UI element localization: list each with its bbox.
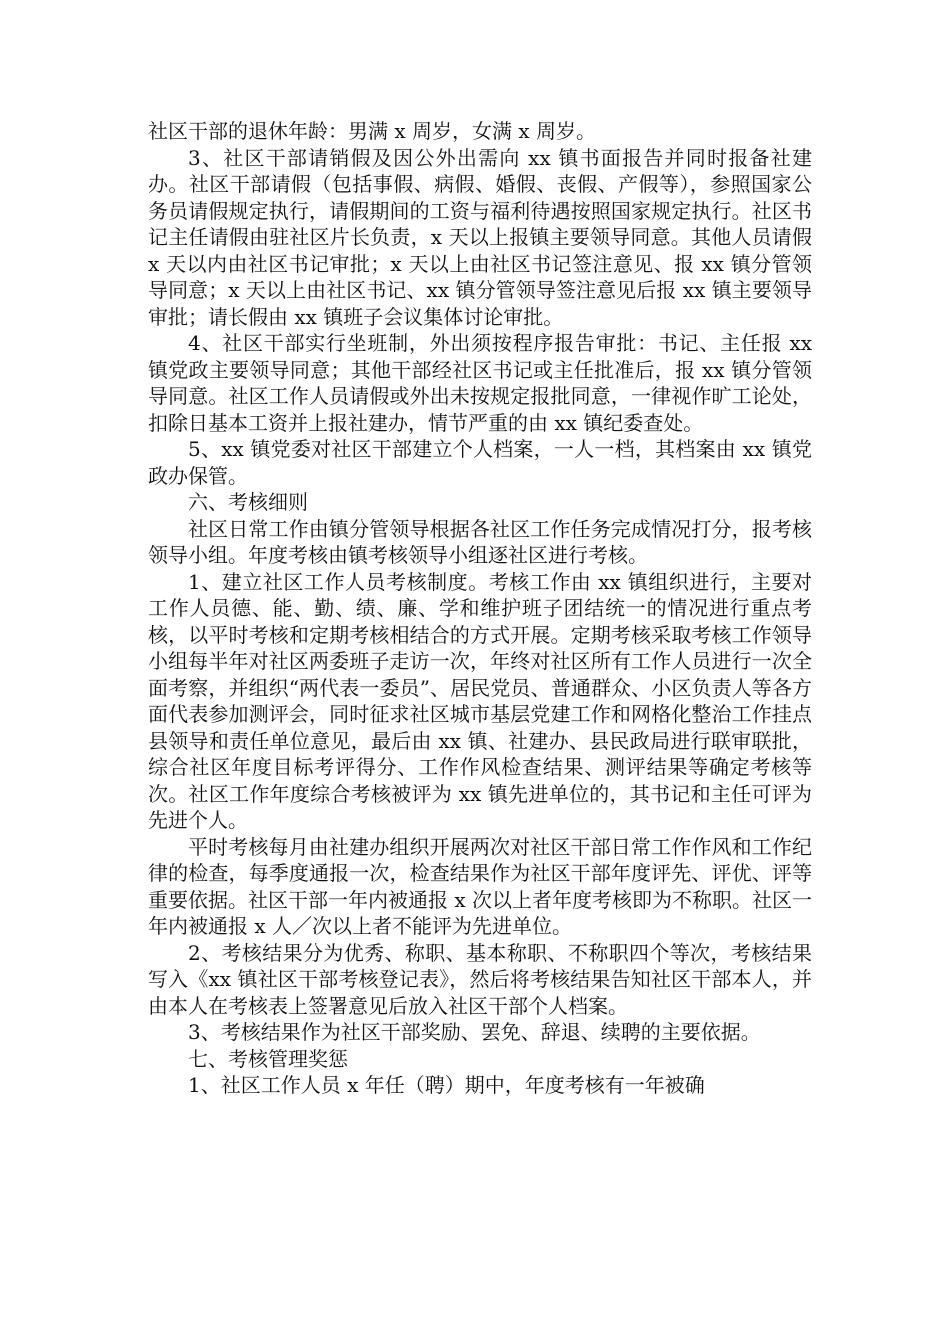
section-heading-rewards-penalties: 七、考核管理奖惩	[188, 1046, 348, 1071]
paragraph-leave-procedure: 3、社区干部请销假及因公外出需向 xx 镇书面报告并同时报备社建办。社区干部请假（包括事假、病假、婚假、丧假、产假等），参照国家公务员请假规定执行，请假期间的工资与福利待遇按照国家规定执行。社区书记主任请假由驻社区片长负责，x 天以上报镇主要领导同意。其他人员请假 x 天以内由社区书记审批；x 天以上由社区书记签注意见、报 xx 镇分管领导同意；x 天以上由社区书记、xx 镇分管领导签注意见后报 xx 镇主要领导审批；请长假由 xx 镇班子会议集体讨论审批。	[148, 145, 812, 329]
paragraph-term-assessment: 1、社区工作人员 x 年任（聘）期中，年度考核有一年被确	[188, 1073, 705, 1097]
paragraph-personal-archive: 5、xx 镇党委对社区干部建立个人档案，一人一档，其档案由 xx 镇党政办保管。	[148, 437, 812, 488]
paragraph-office-duty: 4、社区干部实行坐班制，外出须按程序报告审批：书记、主任报 xx 镇党政主要领导同意；其他干部经社区书记或主任批准后，报 xx 镇分管领导同意。社区工作人员请假或外出未按规定报批同意，一律视作旷工论处，扣除日基本工资并上报社建办，情节严重的由 xx 镇纪委查处。	[148, 331, 812, 435]
paragraph-assessment-system: 1、建立社区工作人员考核制度。考核工作由 xx 镇组织进行，主要对工作人员德、能、勤、绩、廉、学和维护班子团结统一的情况进行重点考核，以平时考核和定期考核相结合的方式开展。定期考核采取考核工作领导小组每半年对社区两委班子走访一次，年终对社区所有工作人员进行一次全面考察，并组织“两代表一委员”、居民党员、普通群众、小区负责人等各方面代表参加测评会，同时征求社区城市基层党建工作和网格化整治工作挂点县领导和责任单位意见，最后由 xx 镇、社建办、县民政局进行联审联批，综合社区年度目标考评得分、工作作风检查结果、测评结果等确定考核等次。社区工作年度综合考核被评为 xx 镇先进单位的，其书记和主任可评为先进个人。	[148, 569, 812, 832]
document-body	[148, 118, 812, 1099]
paragraph-assessment-grades: 2、考核结果分为优秀、称职、基本称职、不称职四个等次，考核结果写入《xx 镇社区干部考核登记表》，然后将考核结果告知社区干部本人，并由本人在考核表上签署意见后放入社区干部个人档案。	[148, 940, 812, 1018]
paragraph-daily-work-scoring: 社区日常工作由镇分管领导根据各社区工作任务完成情况打分，报考核领导小组。年度考核由镇考核领导小组逐社区进行考核。	[148, 516, 812, 567]
paragraph-assessment-basis: 3、考核结果作为社区干部奖励、罢免、辞退、续聘的主要依据。	[188, 1020, 761, 1044]
section-heading-assessment-rules: 六、考核细则	[188, 490, 308, 514]
paragraph-routine-inspection: 平时考核每月由社建办组织开展两次对社区干部日常工作作风和工作纪律的检查，每季度通报一次，检查结果作为社区干部年度评先、评优、评等重要依据。社区干部一年内被通报 x 次以上者年度考核即为不称职。社区一年内被通报 x 人／次以上者不能评为先进单位。	[148, 834, 812, 938]
paragraph-retirement-age: 社区干部的退休年龄：男满 x 周岁，女满 x 周岁。	[148, 119, 596, 143]
